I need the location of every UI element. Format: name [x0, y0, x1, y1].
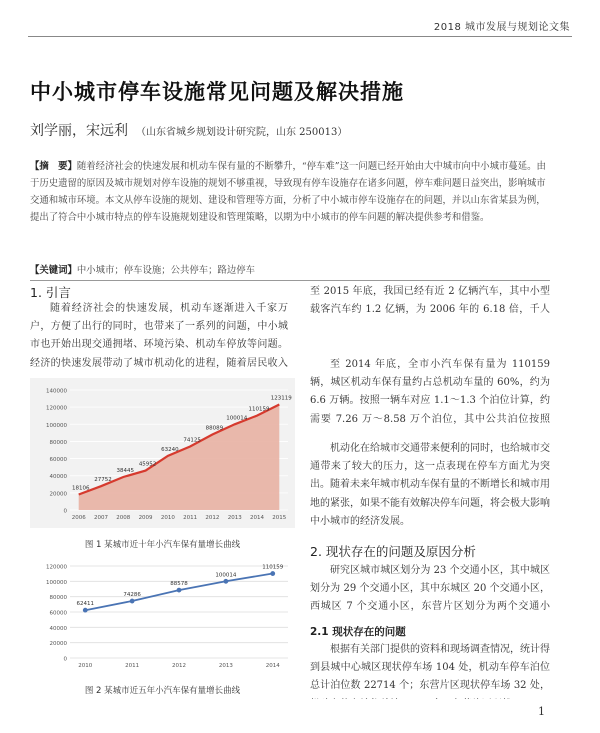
data-label: 74286 — [123, 592, 141, 599]
figure-1-caption: 图 1 某城市近十年小汽车保有量增长曲线 — [84, 540, 241, 550]
y-tick-label: 40000 — [49, 474, 67, 481]
abstract-label: 【摘 要】 — [30, 161, 77, 172]
x-tick-label: 2012 — [172, 663, 186, 669]
data-point — [223, 579, 228, 584]
data-label: 100014 — [226, 415, 248, 422]
keywords-text: 中小城市；停车设施；公共停车；路边停车 — [76, 265, 256, 276]
y-tick-label: 20000 — [49, 491, 67, 498]
figure-2-caption: 图 2 某城市近五年小汽车保有量增长曲线 — [84, 686, 241, 696]
x-tick-label: 2014 — [249, 515, 264, 521]
x-tick-label: 2012 — [205, 515, 220, 521]
data-point — [83, 608, 88, 613]
figure-1-chart — [30, 378, 295, 528]
data-label: 74125 — [183, 437, 201, 444]
x-tick-label: 2011 — [125, 663, 140, 669]
x-tick-label: 2006 — [71, 515, 86, 521]
y-tick-label: 60000 — [49, 457, 67, 464]
x-tick-label: 2009 — [138, 515, 153, 521]
data-label: 100014 — [215, 572, 237, 579]
right-paragraph-2: 至 2014 年底，全市小汽车保有量为 110159 辆，城区机动车保有量约占总机动车量的 60%，约为 6.6 万辆。按照一辆车对应 1.1～1.3 个泊位计算，约需要 7.26 万～8.58 万个泊位，其中公共泊位按照 — [310, 359, 550, 425]
y-tick-label: 140000 — [46, 388, 67, 395]
x-tick-label: 2011 — [183, 515, 198, 521]
x-tick-label: 2010 — [78, 663, 93, 669]
data-label: 62411 — [76, 601, 95, 608]
y-tick-label: 0 — [63, 656, 67, 663]
y-tick-label: 100000 — [46, 579, 67, 586]
data-label: 18106 — [71, 485, 90, 492]
paper-title: 中小城市停车设施常见问题及解决措施 — [30, 80, 404, 104]
y-tick-label: 20000 — [49, 641, 67, 648]
y-tick-label: 80000 — [49, 439, 67, 446]
running-header: 2018 城市发展与规划论文集 — [433, 22, 570, 33]
x-tick-label: 2014 — [265, 663, 280, 669]
data-label: 88578 — [170, 581, 188, 588]
subsection-2-1-paragraph: 根据有关部门提供的资料和现场调查情况，统计得到县城中心城区现状停车场 104 处，机动车停车泊位总计泊位数 22714 个；东营片区现状停车场 32 处， — [310, 644, 550, 692]
data-label: 38445 — [116, 468, 135, 475]
intro-paragraph: 随着经济社会的快速发展，机动车逐渐进入千家万户，方便了出行的同时，也带来了一系列的问题，中小城市也开始出现交通拥堵、环境污染、机动车停放等问题。经济的快速发展带动了城市机动化的进程，随着居民收入 — [30, 303, 288, 369]
section-2-paragraph: 研究区城市城区划分为 23 个交通小区，其中城区划分为 29 个交通小区，其中东城区 20 个交通小区，西城区 7 个交通小区，东营片区划分为两个交通小 — [310, 565, 550, 613]
data-label: 27752 — [94, 477, 112, 484]
keywords — [30, 262, 255, 276]
keywords-label: 【关键词】 — [30, 265, 77, 276]
subsection-2-1-heading: 2.1 现状存在的问题 — [310, 626, 406, 638]
data-label: 63240 — [161, 446, 179, 453]
abstract-text: 随着经济社会的快速发展和机动车保有量的不断攀升，“停车难”这一问题已经开始由大中城市向中小城市蔓延。由于历史遗留的原因及城市规划对停车设施的规划不够重视，导致现有停车设施存在诸多问题，停车难问题日益突出，影响城市交通和城市环境。本文从停车设施的规划、建设和管理等方面，分析了中小城市停车设施存在的问题，并以山东省某县为例，提出了符合中小城市特点的停车设施规划建设和管理策略，以期为中小城市的停车问题的解决提供参考和借鉴。 — [30, 161, 546, 223]
intro-heading: 1. 引言 — [30, 285, 71, 300]
y-tick-label: 0 — [63, 508, 67, 515]
y-tick-label: 80000 — [49, 595, 67, 602]
right-paragraph-3: 机动化在给城市交通带来便利的同时，也给城市交通带来了较大的压力，这一点表现在停车方面尤为突出。随着未来年城市机动车保有量的不断增长和城市用地的紧张，如果不能有效解决停车问题，将会极大影响中小城市的经济发展。 — [310, 443, 550, 527]
data-point — [130, 599, 135, 604]
y-tick-label: 60000 — [49, 610, 67, 617]
author-line — [30, 120, 347, 140]
x-tick-label: 2013 — [218, 663, 233, 669]
page-number: 1 — [538, 705, 545, 718]
data-label: 110159 — [248, 406, 270, 413]
x-tick-label: 2015 — [272, 515, 287, 521]
data-point — [177, 588, 182, 593]
y-tick-label: 120000 — [46, 564, 67, 571]
y-tick-label: 100000 — [46, 422, 67, 429]
data-label: 110159 — [262, 564, 284, 571]
abstract — [30, 158, 550, 226]
author-affiliation: （山东省城乡规划设计研究院，山东 250013） — [136, 127, 348, 138]
abstract-divider — [30, 280, 550, 281]
y-tick-label: 40000 — [49, 625, 67, 632]
x-tick-label: 2007 — [94, 515, 109, 521]
data-label: 123119 — [270, 395, 292, 402]
y-tick-label: 120000 — [46, 405, 67, 412]
x-tick-label: 2013 — [227, 515, 242, 521]
figure-2-chart — [30, 556, 295, 676]
data-point — [270, 571, 275, 576]
x-tick-label: 2010 — [160, 515, 175, 521]
section-2-heading: 2. 现状存在的问题及原因分析 — [310, 544, 476, 559]
intro-continued-paragraph: 至 2015 年底，我国已经有近 2 亿辆汽车，其中小型载客汽车约 1.2 亿辆，为 2006 年的 6.18 倍，千人 — [310, 286, 550, 316]
author-names: 刘学丽，宋远利 — [30, 123, 128, 139]
data-label: 45952 — [138, 461, 157, 468]
header-rule — [28, 36, 572, 37]
data-label: 88089 — [205, 425, 224, 432]
x-tick-label: 2008 — [116, 515, 131, 521]
